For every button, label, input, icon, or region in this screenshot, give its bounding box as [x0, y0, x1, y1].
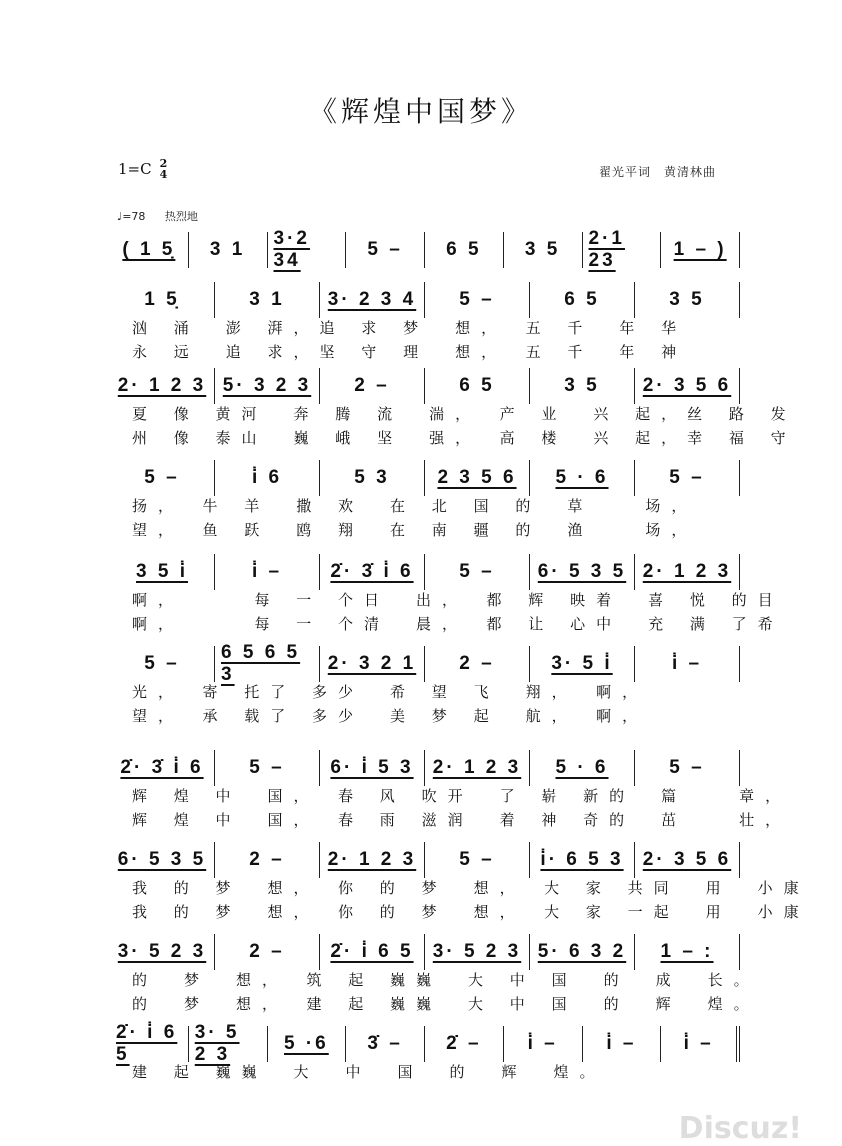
lyrics-verse-2: 望， 承 载了 多少 美 梦 起 航， 啊， — [132, 707, 649, 725]
notes: 2̇· i̇ 6 5 — [330, 941, 414, 962]
watermark: Discuz! — [678, 1111, 802, 1146]
measure — [635, 368, 740, 404]
time-signature: 2 4 — [159, 157, 168, 181]
tempo-marking — [117, 208, 214, 224]
tempo: ♩=78 — [117, 210, 146, 223]
measure — [425, 1026, 504, 1062]
measure — [635, 842, 740, 878]
measure — [425, 842, 530, 878]
song-title: 《辉煌中国梦》 — [308, 95, 533, 128]
notes: 3 5 — [524, 239, 561, 260]
notes: 5 – — [669, 467, 705, 488]
notes: 6 5 6 5 3 — [221, 642, 301, 685]
notes: ( 1 5̣ — [122, 239, 176, 260]
notes-line — [110, 370, 740, 402]
measure — [425, 554, 530, 590]
notes: 1 5̣ — [144, 289, 180, 310]
measure — [583, 228, 662, 271]
lyrics-verse-1: 光， 寄 托了 多少 希 望 飞 翔， 啊， — [132, 683, 649, 701]
notes: 5· 3 2 3 — [222, 375, 312, 396]
notes: 1 – ) — [673, 239, 727, 260]
measure — [268, 228, 347, 271]
lyrics-verse-1: 的 梦 想， 筑 起 巍巍 大 中 国 的 成 长。 — [132, 971, 760, 989]
score-system — [110, 936, 760, 1016]
measure — [530, 368, 635, 404]
measure — [110, 934, 215, 970]
notes: 2 – — [249, 941, 285, 962]
measure — [661, 1026, 740, 1062]
lyrics-verse-2: 啊， 每 一 个清 晨， 都 让 心中 充 满 了希 — [132, 615, 784, 633]
notes: 2· 1 2 3 — [117, 375, 207, 396]
measure — [504, 1026, 583, 1062]
notes: 5 – — [669, 757, 705, 778]
score-system — [110, 556, 784, 636]
notes-line — [110, 1022, 740, 1065]
measure — [635, 646, 740, 682]
notes: 3·2 34 — [273, 228, 310, 271]
notes: 5 – — [459, 289, 495, 310]
key-signature — [118, 158, 167, 180]
notes: 1 – : — [660, 941, 714, 962]
notes-line — [110, 844, 740, 876]
score-system — [110, 284, 740, 364]
lyrics-verse-1: 啊， 每 一 个日 出， 都 辉 映着 喜 悦 的目 — [132, 591, 784, 609]
measure — [530, 282, 635, 318]
notes: 2· 1 2 3 — [642, 561, 732, 582]
notes: 2 – — [459, 653, 495, 674]
measure — [110, 460, 215, 496]
notes-line — [110, 642, 740, 685]
notes: 3̇ – — [367, 1033, 403, 1054]
notes: 3 5 — [564, 375, 600, 396]
lyrics-verse-2: 永 远 追 求，坚 守 理 想， 五 千 年 神 — [132, 343, 688, 361]
notes: 3· 5 2 3 — [194, 1022, 240, 1065]
lyrics-verse-1: 我 的 梦 想， 你 的 梦 想， 大 家 共同 用 小康 — [132, 879, 810, 897]
notes: i̇ 6 — [251, 467, 283, 488]
notes: 5 3 — [354, 467, 390, 488]
score-system — [110, 228, 740, 271]
notes: 5 – — [459, 561, 495, 582]
notes: 5 ·6 — [284, 1033, 329, 1054]
score-system — [110, 462, 740, 542]
measure — [425, 646, 530, 682]
measure — [215, 368, 320, 404]
notes: i̇ – — [527, 1033, 558, 1054]
notes: 2 – — [249, 849, 285, 870]
measure — [320, 750, 425, 786]
notes: i̇ – — [606, 1033, 637, 1054]
notes: i̇· 6 5 3 — [540, 849, 624, 870]
measure — [661, 232, 740, 268]
measure — [320, 460, 425, 496]
expression: 热烈地 — [164, 210, 198, 223]
notes: 5 – — [367, 239, 403, 260]
measure — [635, 750, 740, 786]
measure — [110, 842, 215, 878]
lyrics-verse-2: 州 像 泰山 巍 峨 坚 强， 高 楼 兴 起，幸 福 守 — [132, 429, 797, 447]
measure — [320, 842, 425, 878]
notes-line — [110, 936, 740, 968]
notes: 3· 5 i̇ — [551, 653, 613, 674]
notes: 2· 3 2 1 — [327, 653, 417, 674]
notes: 2· 1 2 3 — [327, 849, 417, 870]
measure — [635, 460, 740, 496]
notes: 2 3 5 6 — [437, 467, 517, 488]
notes: 2·1 23 — [588, 228, 625, 271]
notes: 2̇ – — [446, 1033, 482, 1054]
lyrics-verse-2: 我 的 梦 想， 你 的 梦 想， 大 家 一起 用 小康 — [132, 903, 810, 921]
notes: 2· 3 5 6 — [642, 849, 732, 870]
measure — [320, 282, 425, 318]
measure — [215, 934, 320, 970]
notes: 5· 6 3 2 — [537, 941, 627, 962]
measure — [635, 554, 740, 590]
notes: 2· 3 5 6 — [642, 375, 732, 396]
measure — [189, 1022, 268, 1065]
measure — [530, 750, 635, 786]
measure — [425, 368, 530, 404]
notes: 5 – — [144, 467, 180, 488]
notes: 2· 1 2 3 — [432, 757, 522, 778]
notes: 3 1 — [249, 289, 285, 310]
lyrics-verse-1: 建 起 巍巍 大 中 国 的 辉 煌。 — [132, 1063, 606, 1081]
measure — [425, 282, 530, 318]
measure — [320, 646, 425, 682]
measure — [425, 934, 530, 970]
measure — [320, 368, 425, 404]
measure — [346, 1026, 425, 1062]
measure — [425, 750, 530, 786]
key: 1=C — [118, 160, 152, 178]
measure — [110, 750, 215, 786]
measure — [215, 282, 320, 318]
lyrics-verse-2: 辉 煌 中 国， 春 雨 滋润 着 神 奇的 茁 壮， — [132, 811, 792, 829]
notes: 3· 2 3 4 — [327, 289, 417, 310]
measure — [635, 934, 740, 970]
notes-line — [110, 228, 740, 271]
notes: 5 – — [144, 653, 180, 674]
measure — [320, 934, 425, 970]
notes: 5 – — [249, 757, 285, 778]
measure — [215, 642, 320, 685]
notes: 2̇· i̇ 6 5 — [116, 1022, 178, 1065]
lyrics-verse-1: 扬， 牛 羊 撒 欢 在 北 国 的 草 场， — [132, 497, 698, 515]
notes: 5 · 6 — [555, 467, 609, 488]
measure — [425, 460, 530, 496]
measure — [268, 1026, 347, 1062]
score-system — [110, 1022, 740, 1084]
measure — [530, 460, 635, 496]
notes: 6· 5 3 5 — [537, 561, 627, 582]
score-system — [110, 642, 740, 728]
notes: 6· i̇ 5 3 — [330, 757, 414, 778]
notes: 3· 5 2 3 — [432, 941, 522, 962]
measure — [530, 842, 635, 878]
measure — [530, 934, 635, 970]
notes: i̇ – — [671, 653, 703, 674]
lyrics-verse-1: 夏 像 黄河 奔 腾 流 湍， 产 业 兴 起，丝 路 发 — [132, 405, 797, 423]
measure — [425, 232, 504, 268]
notes-line — [110, 284, 740, 316]
notes: 3 5 — [669, 289, 705, 310]
notes: 6 5 — [459, 375, 495, 396]
notes: 2 – — [354, 375, 390, 396]
lyrics-verse-2: 望， 鱼 跃 鸥 翔 在 南 疆 的 渔 场， — [132, 521, 698, 539]
score-system — [110, 370, 797, 450]
measure — [504, 232, 583, 268]
measure — [110, 646, 215, 682]
measure — [583, 1026, 662, 1062]
notes-line — [110, 556, 740, 588]
notes-line — [110, 752, 740, 784]
notes: 3· 5 2 3 — [117, 941, 207, 962]
notes-line — [110, 462, 740, 494]
notes: 3 1 — [209, 239, 246, 260]
lyrics-verse-2: 的 梦 想， 建 起 巍巍 大 中 国 的 辉 煌。 — [132, 995, 760, 1013]
notes: 5 · 6 — [555, 757, 609, 778]
measure — [530, 646, 635, 682]
measure — [320, 554, 425, 590]
measure — [346, 232, 425, 268]
measure — [635, 282, 740, 318]
measure — [110, 232, 189, 268]
notes: i̇ – — [683, 1033, 714, 1054]
notes: 6 5 — [564, 289, 600, 310]
measure — [215, 750, 320, 786]
credits: 翟光平词 黄清林曲 — [598, 165, 716, 179]
measure — [215, 554, 320, 590]
notes: 5 – — [459, 849, 495, 870]
measure — [110, 554, 215, 590]
notes: 6 5 — [446, 239, 482, 260]
score-system — [110, 844, 810, 924]
measure — [215, 460, 320, 496]
measure — [110, 1022, 189, 1065]
notes: 2̇· 3̇ i̇ 6 — [120, 757, 204, 778]
notes: i̇ – — [251, 561, 283, 582]
measure — [530, 554, 635, 590]
measure — [110, 282, 215, 318]
measure — [215, 842, 320, 878]
notes: 2̇· 3̇ i̇ 6 — [330, 561, 414, 582]
measure — [110, 368, 215, 404]
measure — [189, 232, 268, 268]
score-system — [110, 752, 792, 832]
lyrics-verse-1: 辉 煌 中 国， 春 风 吹开 了 崭 新的 篇 章， — [132, 787, 792, 805]
notes: 3 5 i̇ — [136, 561, 188, 582]
lyrics-verse-1: 汹 涌 澎 湃，追 求 梦 想， 五 千 年 华 — [132, 319, 688, 337]
notes: 6· 5 3 5 — [117, 849, 207, 870]
